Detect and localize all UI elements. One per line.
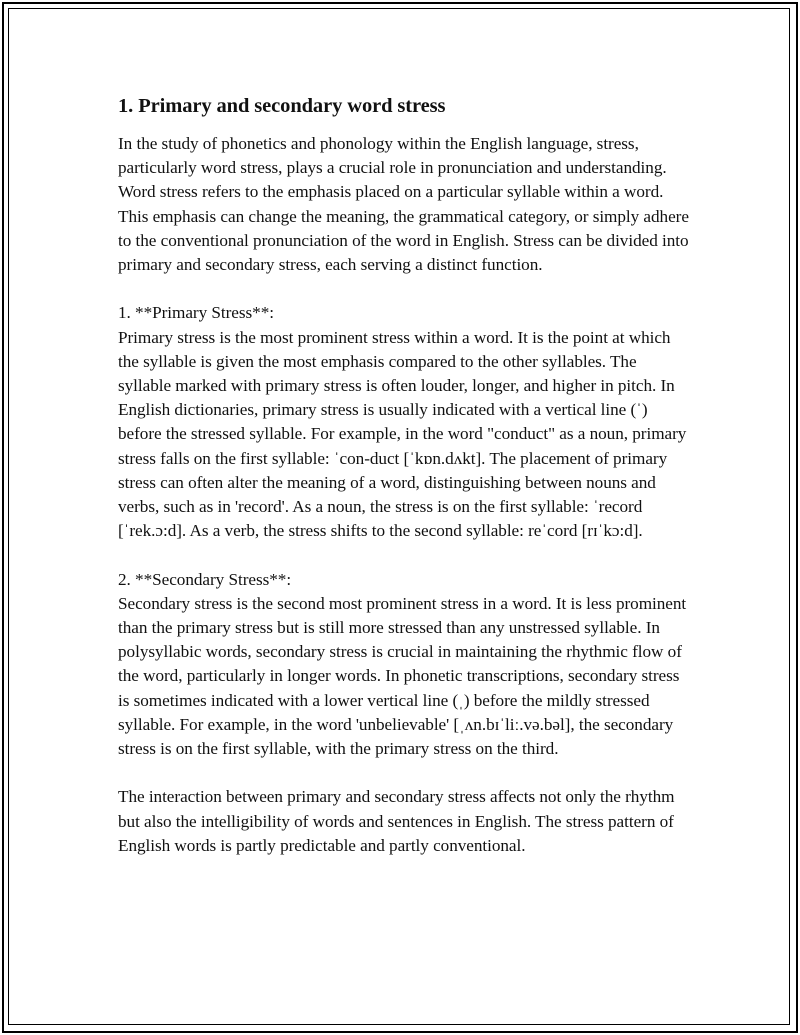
section-heading: 1. Primary and secondary word stress bbox=[118, 95, 446, 117]
primary-stress-title: 1. **Primary Stress**: bbox=[118, 303, 274, 323]
secondary-stress-body: Secondary stress is the second most prominent stress in a word. It is less prominent than the primary stress but is still more stressed than any unstressed syllable. In polysyllabic words, secondary stress is crucial in maintaining the rhythmic flow of the word, particularly in longer words. In phonetic transcriptions, secondary stress is sometimes indicated with a lower vertical line (ˌ) before the mildly stressed syllable. For example, in the word 'unbelievable' [ˌʌn.bɪˈliː.və.bəl], the secondary stress is on the first syllable, with the primary stress on the third. bbox=[118, 593, 687, 759]
primary-stress-paragraph bbox=[118, 301, 693, 543]
secondary-stress-paragraph bbox=[118, 568, 693, 762]
secondary-stress-title: 2. **Secondary Stress**: bbox=[118, 569, 292, 589]
document-content bbox=[118, 92, 693, 882]
intro-paragraph: In the study of phonetics and phonology within the English language, stress, particularly word stress, plays a crucial role in pronunciation and understanding. Word stress refers to the emphasis placed on a particular syllable within a word. This emphasis can change the meaning, the grammatical category, or simply adhere to the conventional pronunciation of the word in English. Stress can be divided into primary and secondary stress, each serving a distinct function. bbox=[118, 134, 689, 275]
conclusion-paragraph: The interaction between primary and secondary stress affects not only the rhythm but also the intelligibility of words and sentences in English. The stress pattern of English words is partly predictable and partly conventional. bbox=[118, 787, 675, 855]
primary-stress-body: Primary stress is the most prominent stress within a word. It is the point at which the syllable is given the most emphasis compared to the other syllables. The syllable marked with primary stress is often louder, longer, and higher in pitch. In English dictionaries, primary stress is usually indicated with a vertical line (ˈ) before the stressed syllable. For example, in the word "conduct" as a noun, primary stress falls on the first syllable: ˈcon-duct [ˈkɒn.dʌkt]. The placement of primary stress can often alter the meaning of a word, distinguishing between nouns and verbs, such as in 'record'. As a noun, the stress is on the first syllable: ˈrecord [ˈrek.ɔ:d]. As a verb, the stress shifts to the second syllable: reˈcord [rɪˈkɔ:d]. bbox=[118, 327, 687, 541]
